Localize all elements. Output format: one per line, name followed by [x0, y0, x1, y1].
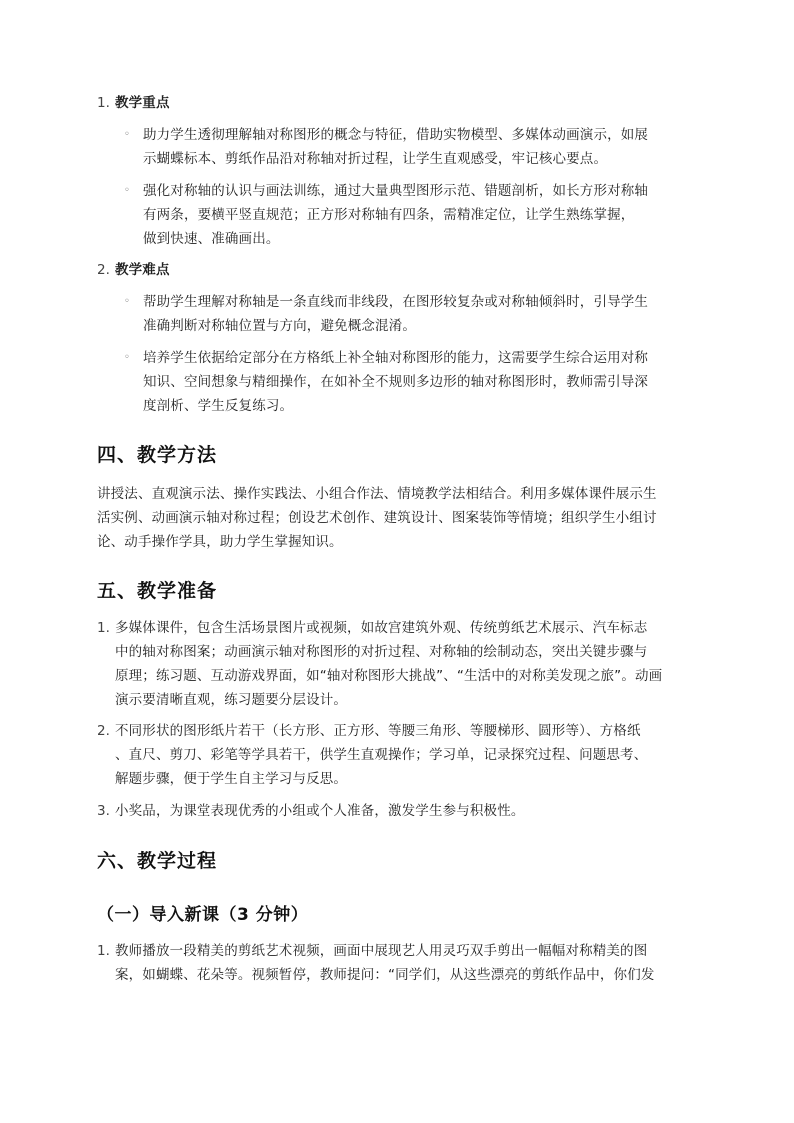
section-heading: 五、教学准备: [97, 580, 218, 602]
text-line: 示蝴蝶标本、剪纸作品沿对称轴对折过程，让学生直观感受，牢记核心要点。: [143, 151, 608, 167]
bullet-icon: ◦: [124, 129, 130, 140]
bullet-icon: ◦: [124, 185, 130, 196]
list-number: 3.: [97, 803, 110, 819]
text-line: 助力学生透彻理解轴对称图形的概念与特征，借助实物模型、多媒体动画演示，如展: [143, 127, 649, 143]
list-number: 2.: [97, 723, 110, 739]
list-number: 2.: [97, 262, 110, 278]
list-title: 教学难点: [115, 262, 170, 278]
text-line: 、直尺、剪刀、彩笔等学具若干，供学生直观操作；学习单，记录探究过程、问题思考、: [115, 747, 648, 763]
text-line: 演示要清晰直观，练习题要分层设计。: [115, 692, 348, 708]
section-heading: 六、教学过程: [97, 850, 218, 872]
text-line: 活实例、动画演示轴对称过程；创设艺术创作、建筑设计、图案装饰等情境；组织学生小组讨: [97, 510, 657, 526]
section-heading: 四、教学方法: [97, 444, 218, 466]
text-line: 中的轴对称图案；动画演示轴对称图形的对折过程、对称轴的绘制动态，突出关键步骤与: [115, 644, 648, 660]
text-line: 小奖品，为课堂表现优秀的小组或个人准备，激发学生参与积极性。: [115, 803, 525, 819]
text-line: 培养学生依据给定部分在方格纸上补全轴对称图形的能力，这需要学生综合运用对称: [143, 350, 649, 366]
list-number: 1.: [97, 620, 110, 636]
text-line: 多媒体课件，包含生活场景图片或视频，如故宫建筑外观、传统剪纸艺术展示、汽车标志: [115, 620, 648, 636]
sub-heading: （一）导入新课（3 分钟）: [97, 905, 309, 925]
text-line: 原理；练习题、互动游戏界面，如“轴对称图形大挑战”、“生活中的对称美发现之旅”。动画: [115, 668, 663, 684]
text-line: 不同形状的图形纸片若干（长方形、正方形、等腰三角形、等腰梯形、圆形等）、方格纸: [115, 723, 641, 739]
text-line: 做到快速、准确画出。: [143, 231, 280, 247]
text-line: 教师播放一段精美的剪纸艺术视频，画面中展现艺人用灵巧双手剪出一幅幅对称精美的图: [115, 943, 648, 959]
text-line: 度剖析、学生反复练习。: [143, 398, 294, 414]
list-number: 1.: [97, 95, 110, 111]
text-line: 知识、空间想象与精细操作，在如补全不规则多边形的轴对称图形时，教师需引导深: [143, 374, 649, 390]
bullet-icon: ◦: [124, 352, 130, 363]
text-line: 案，如蝴蝶、花朵等。视频暂停，教师提问：“同学们，从这些漂亮的剪纸作品中，你们发: [115, 967, 655, 983]
text-line: 讲授法、直观演示法、操作实践法、小组合作法、情境教学法相结合。利用多媒体课件展示生: [97, 486, 657, 502]
text-line: 解题步骤，便于学生自主学习与反思。: [115, 771, 348, 787]
list-title: 教学重点: [115, 95, 170, 111]
text-line: 准确判断对称轴位置与方向，避免概念混淆。: [143, 318, 416, 334]
text-line: 强化对称轴的认识与画法训练，通过大量典型图形示范、错题剖析，如长方形对称轴: [143, 183, 649, 199]
list-number: 1.: [97, 943, 110, 959]
bullet-icon: ◦: [124, 296, 130, 307]
text-line: 有两条，要横平竖直规范；正方形对称轴有四条，需精准定位，让学生熟练掌握，: [143, 207, 635, 223]
text-line: 帮助学生理解对称轴是一条直线而非线段，在图形较复杂或对称轴倾斜时，引导学生: [143, 294, 649, 310]
text-line: 论、动手操作学具，助力学生掌握知识。: [97, 534, 343, 550]
